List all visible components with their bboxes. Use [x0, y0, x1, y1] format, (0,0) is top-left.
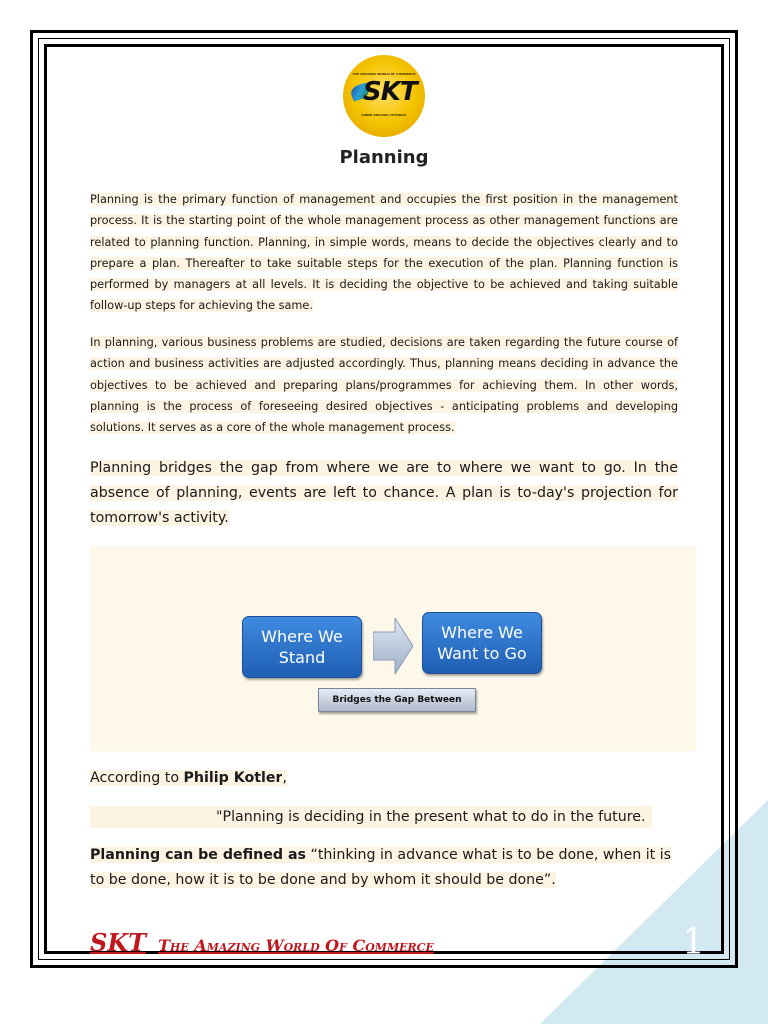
- kotler-quote: "Planning is deciding in the present what to do in the future.: [216, 809, 646, 825]
- skt-logo: THE AMAZING WORLD OF COMMERCE SKT SHREE KRISHNA TUTORIAL: [343, 55, 425, 137]
- right-arrow-icon: [373, 618, 413, 674]
- where-we-want-to-go-box: Where We Want to Go: [422, 612, 542, 674]
- where-we-stand-box: Where We Stand: [242, 616, 362, 678]
- paragraph-bridge: Planning bridges the gap from where we are to where we want to go. In the absence of planning, events are left to chance. A plan is to-day's projection for tomorrow's activity.: [90, 460, 678, 526]
- paragraph-details: In planning, various business problems are studied, decisions are taken regarding the future course of action and business activities are adjusted accordingly. Thus, planning means deciding in advance the objectives to be achieved and preparing plans/programmes for achieving them. In other words, planning is the process of foreseeing desired objectives - anticipating problems and developing solutions. It serves as a core of the whole management process.: [90, 336, 678, 435]
- diagram-caption: Bridges the Gap Between: [318, 688, 476, 712]
- kotler-attribution: According to Philip Kotler,: [90, 770, 287, 786]
- planning-definition: Planning can be defined as “thinking in advance what is to be done, when it is to be done, how it is to be done and by whom it should be done”.: [90, 847, 672, 888]
- page-number: 1: [682, 922, 705, 963]
- page-title: Planning: [339, 147, 429, 168]
- paragraph-intro: Planning is the primary function of management and occupies the first position in the management process. It is the starting point of the whole management process as other management functions are related to planning function. Planning, in simple words, means to decide the objectives clearly and to prepare a plan. Thereafter to take suitable steps for the execution of the plan. Planning function is performed by managers at all levels. It is deciding the objective to be achieved and taking suitable follow-up steps for achieving the same.: [90, 193, 678, 313]
- footer-brand: SKT The Amazing World Of Commerce: [90, 928, 434, 957]
